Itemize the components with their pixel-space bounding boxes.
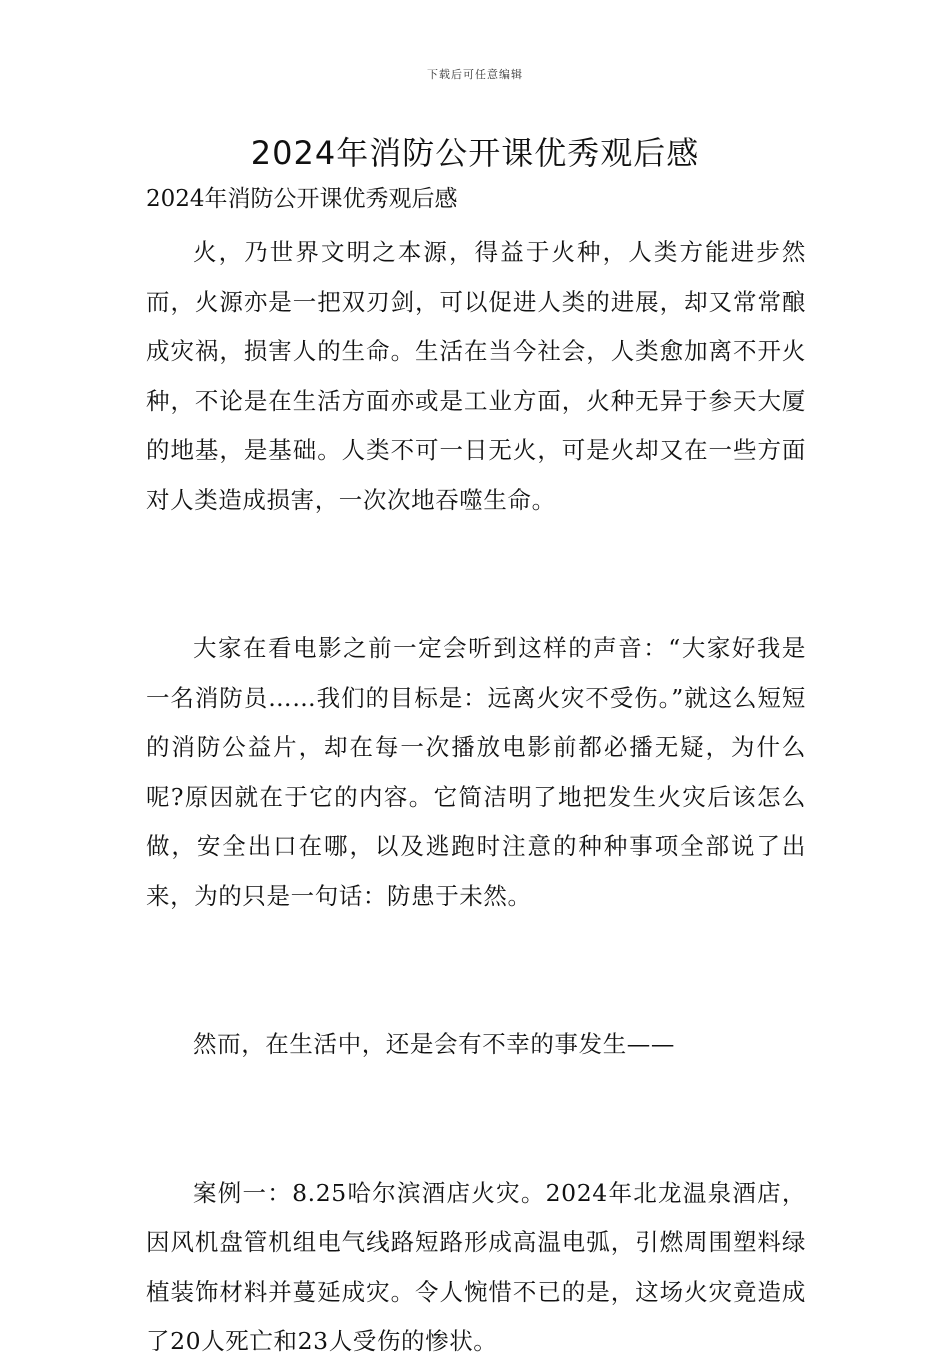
paragraph-spacer [146, 525, 806, 624]
paragraph-spacer [146, 1070, 806, 1169]
paragraph-transition: 然而，在生活中，还是会有不幸的事发生—— [193, 1030, 675, 1058]
document-body [146, 228, 806, 1367]
download-note: 下载后可任意编辑 [427, 68, 523, 81]
page-title: 2024年消防公开课优秀观后感 [250, 134, 700, 172]
paragraph-intro: 火，乃世界文明之本源，得益于火种，人类方能进步然而，火源亦是一把双刃剑，可以促进人类的进展，却又常常酿成灾祸，损害人的生命。生活在当今社会，人类愈加离不开火种，不论是在生活方面亦或是工业方面，火种无异于参天大厦的地基，是基础。人类不可一日无火，可是火却又在一些方面对人类造成损害，一次次地吞噬生命。 [146, 238, 806, 514]
paragraph-case-one: 案例一：8.25哈尔滨酒店火灾。2024年北龙温泉酒店，因风机盘管机组电气线路短路形成高温电弧，引燃周围塑料绿植装饰材料并蔓延成灾。令人惋惜不已的是，这场火灾竟造成了20人死亡和23人受伤的惨状。 [146, 1178, 806, 1355]
document-subtitle: 2024年消防公开课优秀观后感 [146, 186, 458, 212]
paragraph-spacer [146, 921, 806, 1020]
paragraph-film-psa: 大家在看电影之前一定会听到这样的声音：“大家好我是一名消防员……我们的目标是：远离火灾不受伤。”就这么短短的消防公益片，却在每一次播放电影前都必播无疑，为什么呢?原因就在于它的内容。它简洁明了地把发生火灾后该怎么做，安全出口在哪，以及逃跑时注意的种种事项全部说了出来，为的只是一句话：防患于未然。 [146, 634, 806, 910]
